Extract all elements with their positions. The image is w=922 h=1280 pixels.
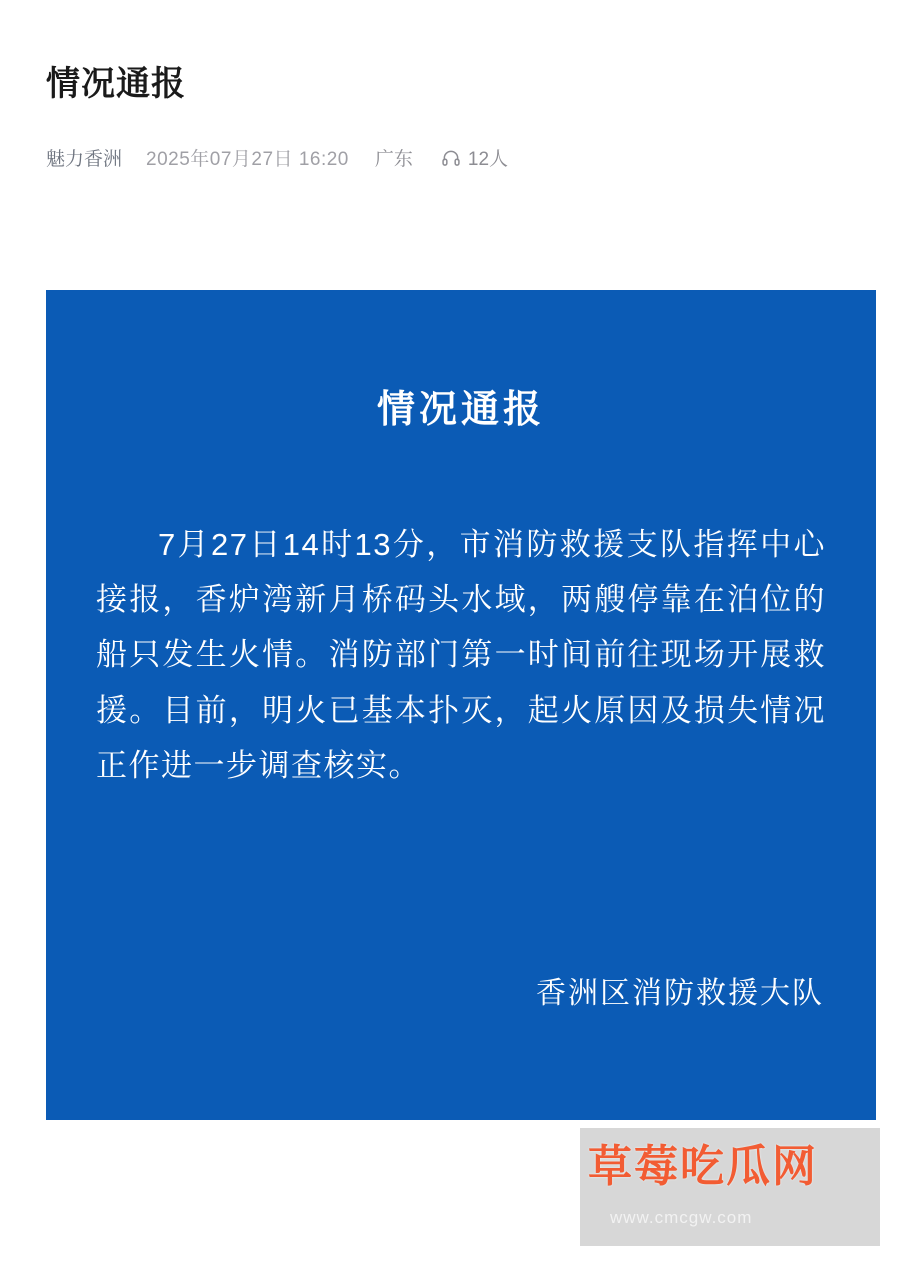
listen-button[interactable] xyxy=(441,144,508,171)
page-title: 情况通报 xyxy=(46,65,186,103)
article-header xyxy=(0,0,922,171)
meta-region: 广东 xyxy=(374,149,413,171)
meta-source[interactable]: 魅力香洲 xyxy=(46,149,123,171)
listen-count: 12人 xyxy=(467,149,509,171)
watermark-text: 草莓吃瓜网 xyxy=(588,1142,818,1191)
notice-body: 7月27日14时13分，市消防救援支队指挥中心接报，香炉湾新月桥码头水域，两艘停靠在泊位的船只发生火情。消防部门第一时间前往现场开展救援。目前，明火已基本扑灭，起火原因及损失情况正作进一步调查核实。 xyxy=(96,527,826,783)
notice-signature: 香洲区消防救援大队 xyxy=(536,977,824,1010)
headphone-icon xyxy=(441,148,461,168)
watermark-url: www.cmcgw.com xyxy=(610,1208,753,1227)
watermark xyxy=(580,1126,880,1246)
notice-title: 情况通报 xyxy=(376,389,545,431)
watermark-block xyxy=(580,1128,880,1246)
article-meta xyxy=(46,144,876,171)
meta-date: 2025年07月27日 16:20 xyxy=(146,149,349,171)
notice-card xyxy=(46,290,876,1120)
